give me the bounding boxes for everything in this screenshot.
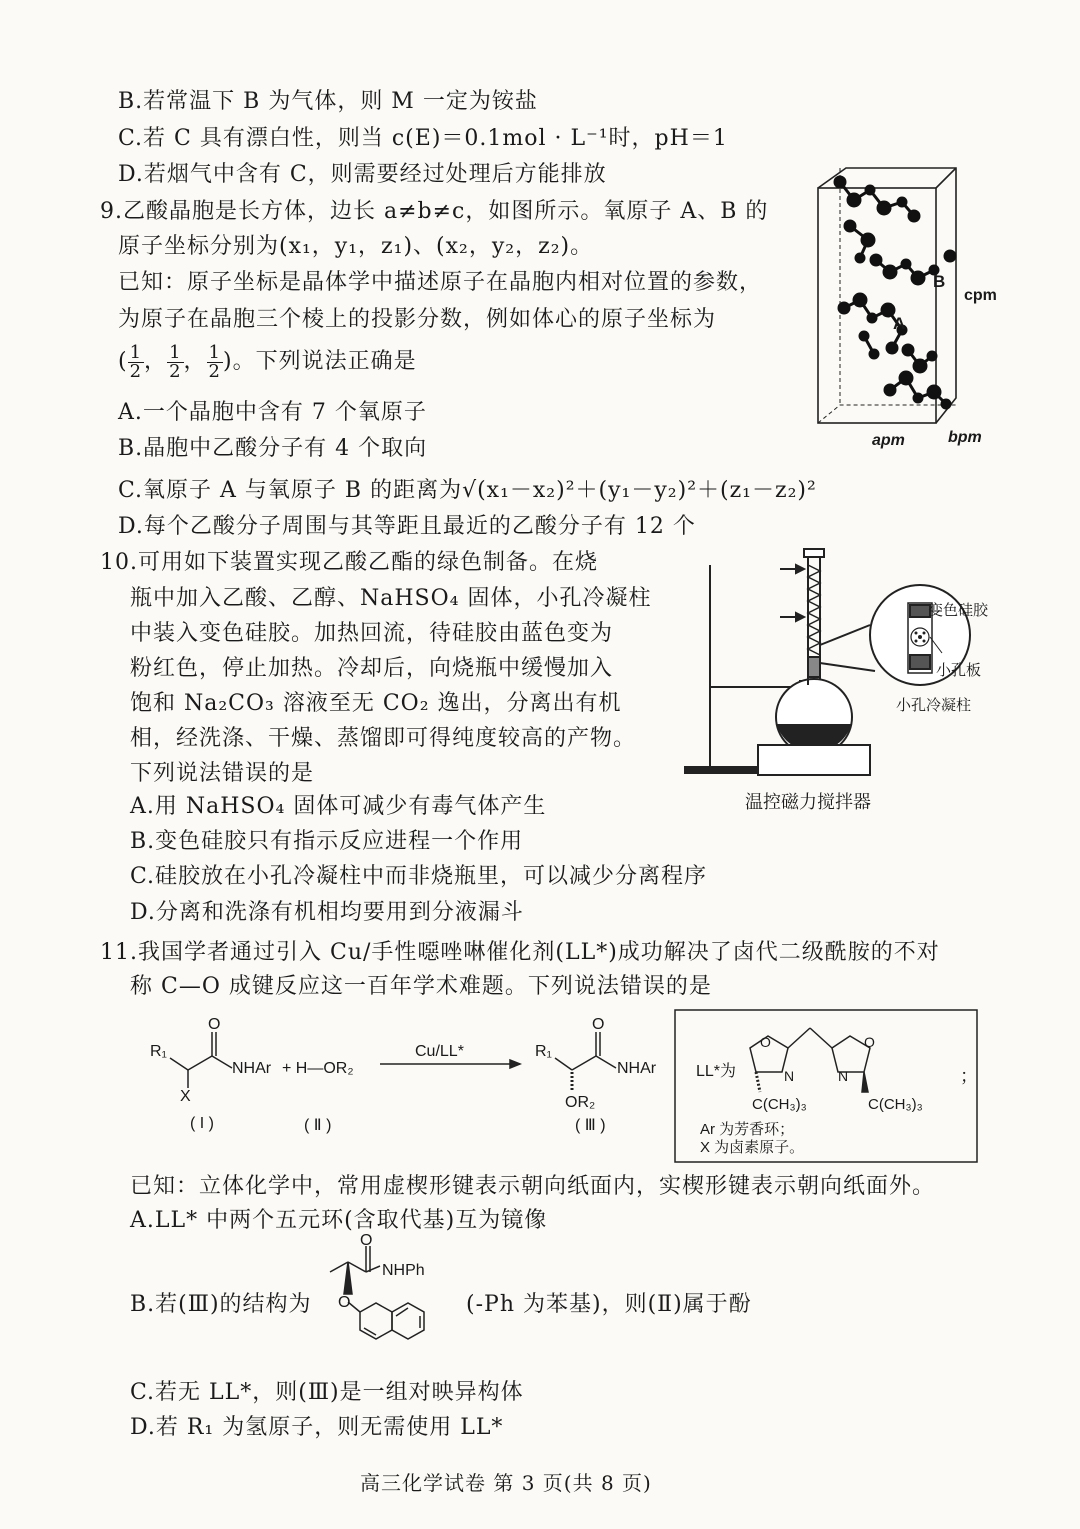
q9-stem-line1: 9.乙酸晶胞是长方体，边长 a≠b≠c，如图所示。氧原子 A、B 的: [100, 199, 769, 224]
q9-stem-line4: 为原子在晶胞三个棱上的投影分数，例如体心的原子坐标为: [118, 307, 717, 332]
b-axis-label: bpm: [948, 429, 982, 446]
q11-option-b-pre: B.若(Ⅲ)的结构为: [130, 1292, 312, 1317]
q11-stem-line2: 称 C—O 成键反应这一百年学术难题。下列说法错误的是: [130, 974, 712, 999]
fraction-3: $\frac{1}{2}$: [208, 341, 221, 382]
plus-alcohol-label: + H—OR₂: [282, 1060, 354, 1077]
q10-stem-line3: 中装入变色硅胶。加热回流，待硅胶由蓝色变为: [130, 621, 614, 646]
magnetic-stirrer-label: 温控磁力搅拌器: [745, 792, 871, 813]
halogen-x-label: X: [180, 1088, 191, 1105]
nhph-label: NHPh: [382, 1262, 425, 1279]
c-axis-label: cpm: [964, 287, 997, 304]
q10-stem-line5: 饱和 Na₂CO₃ 溶液至无 CO₂ 逸出，分离出有机: [130, 691, 622, 716]
q10-option-a: A.用 NaHSO₄ 固体可减少有毒气体产生: [130, 794, 547, 819]
a-axis-label: apm: [872, 432, 905, 449]
compound-i-label: ( I ): [190, 1115, 214, 1132]
q10-stem-line4: 粉红色，停止加热。冷却后，向烧瓶中缓慢加入: [130, 656, 614, 681]
compound-iii-label: ( Ⅲ ): [575, 1117, 606, 1134]
compound-ii-label: ( Ⅱ ): [304, 1117, 332, 1134]
r1-label-i: R₁: [150, 1043, 167, 1060]
ring-n-left: N: [784, 1068, 795, 1084]
tert-butyl-right: C(CH₃)₃: [868, 1096, 923, 1113]
q10-stem-line7: 下列说法错误的是: [130, 761, 315, 786]
x-note: X 为卤素原子。: [700, 1139, 805, 1156]
q9-stem-line5: ( $\frac{1}{2}$ ， $\frac{1}{2}$ ， $\frac{1}{2}$ )。下列说法正确是: [118, 341, 417, 382]
carbonyl-o-i: O: [208, 1016, 221, 1033]
ar-note: Ar 为芳香环；: [700, 1121, 795, 1138]
catalyst-label: Cu/LL*: [415, 1043, 464, 1060]
perforated-plate-label: 小孔板: [936, 662, 982, 679]
q10-stem-line1: 10.可用如下装置实现乙酸乙酯的绿色制备。在烧: [100, 550, 598, 575]
silica-gel-label: 变色硅胶: [928, 602, 989, 619]
nhar-label-i: NHAr: [232, 1060, 272, 1077]
nhar-label-iii: NHAr: [617, 1060, 657, 1077]
q9-stem-line3: 已知：原子坐标是晶体学中描述原子在晶胞内相对位置的参数，: [118, 270, 763, 295]
ring-o-right: O: [864, 1034, 875, 1050]
ll-definition-label: LL*为: [696, 1063, 737, 1080]
tert-butyl-left: C(CH₃)₃: [752, 1096, 807, 1113]
q10-option-d: D.分离和洗涤有机相均要用到分液漏斗: [130, 900, 524, 925]
ring-o-left: O: [760, 1034, 771, 1050]
q9-stem-line2: 原子坐标分别为(x₁，y₁，z₁)、(x₂，y₂，z₂)。: [118, 234, 594, 259]
q11-stem-line1: 11.我国学者通过引入 Cu/手性噁唑啉催化剂(LL*)成功解决了卤代二级酰胺的不对: [100, 940, 940, 965]
q11-option-a: A.LL* 中两个五元环(含取代基)互为镜像: [130, 1208, 548, 1233]
q8-option-d: D.若烟气中含有 C，则需要经过处理后方能排放: [118, 162, 607, 187]
atom-b-label: B: [933, 272, 946, 291]
acetic-acid-unit-cell-figure: [810, 160, 1010, 450]
or2-label: OR₂: [565, 1094, 596, 1111]
page-footer: 高三化学试卷 第 3 页(共 8 页): [360, 1471, 652, 1495]
q10-stem-line2: 瓶中加入乙酸、乙醇、NaHSO₄ 固体，小孔冷凝柱: [130, 586, 652, 611]
atom-a-label: A: [893, 314, 906, 333]
condenser-column-label: 小孔冷凝柱: [896, 697, 972, 714]
q11-option-b-post: (-Ph 为苯基)，则(Ⅱ)属于酚: [466, 1292, 752, 1317]
q8-option-c: C.若 C 具有漂白性，则当 c(E)＝0.1mol · L⁻¹时，pH＝1: [118, 126, 728, 151]
q9-option-a: A.一个晶胞中含有 7 个氧原子: [118, 400, 427, 425]
scheme-semicolon: ；: [960, 1066, 978, 1086]
ring-n-right: N: [838, 1068, 849, 1084]
q9-option-c: C.氧原子 A 与氧原子 B 的距离为√(x₁－x₂)²＋(y₁－y₂)²＋(z₁－z₂)²: [118, 478, 817, 503]
ether-o-label: O: [338, 1294, 351, 1311]
q11-known-note: 已知：立体化学中，常用虚楔形键表示朝向纸面内，实楔形键表示朝向纸面外。: [130, 1174, 936, 1199]
q10-option-c: C.硅胶放在小孔冷凝柱中而非烧瓶里，可以减少分离程序: [130, 864, 708, 889]
carbonyl-o-option-b: O: [360, 1232, 373, 1249]
q11-option-d: D.若 R₁ 为氢原子，则无需使用 LL*: [130, 1415, 504, 1440]
q9-option-d: D.每个乙酸分子周围与其等距且最近的乙酸分子有 12 个: [118, 514, 696, 539]
q8-option-b: B.若常温下 B 为气体，则 M 一定为铵盐: [118, 89, 538, 114]
fraction-1: $\frac{1}{2}$: [129, 341, 143, 382]
q9-option-b: B.晶胞中乙酸分子有 4 个取向: [118, 436, 428, 461]
q11-option-c: C.若无 LL*，则(Ⅲ)是一组对映异构体: [130, 1380, 524, 1405]
carbonyl-o-iii: O: [592, 1016, 605, 1033]
q10-option-b: B.变色硅胶只有指示反应进程一个作用: [130, 829, 524, 854]
fraction-2: $\frac{1}{2}$: [169, 341, 182, 382]
r1-label-iii: R₁: [535, 1043, 552, 1060]
q10-stem-line6: 相，经洗涤、干燥、蒸馏即可得纯度较高的产物。: [130, 726, 637, 751]
